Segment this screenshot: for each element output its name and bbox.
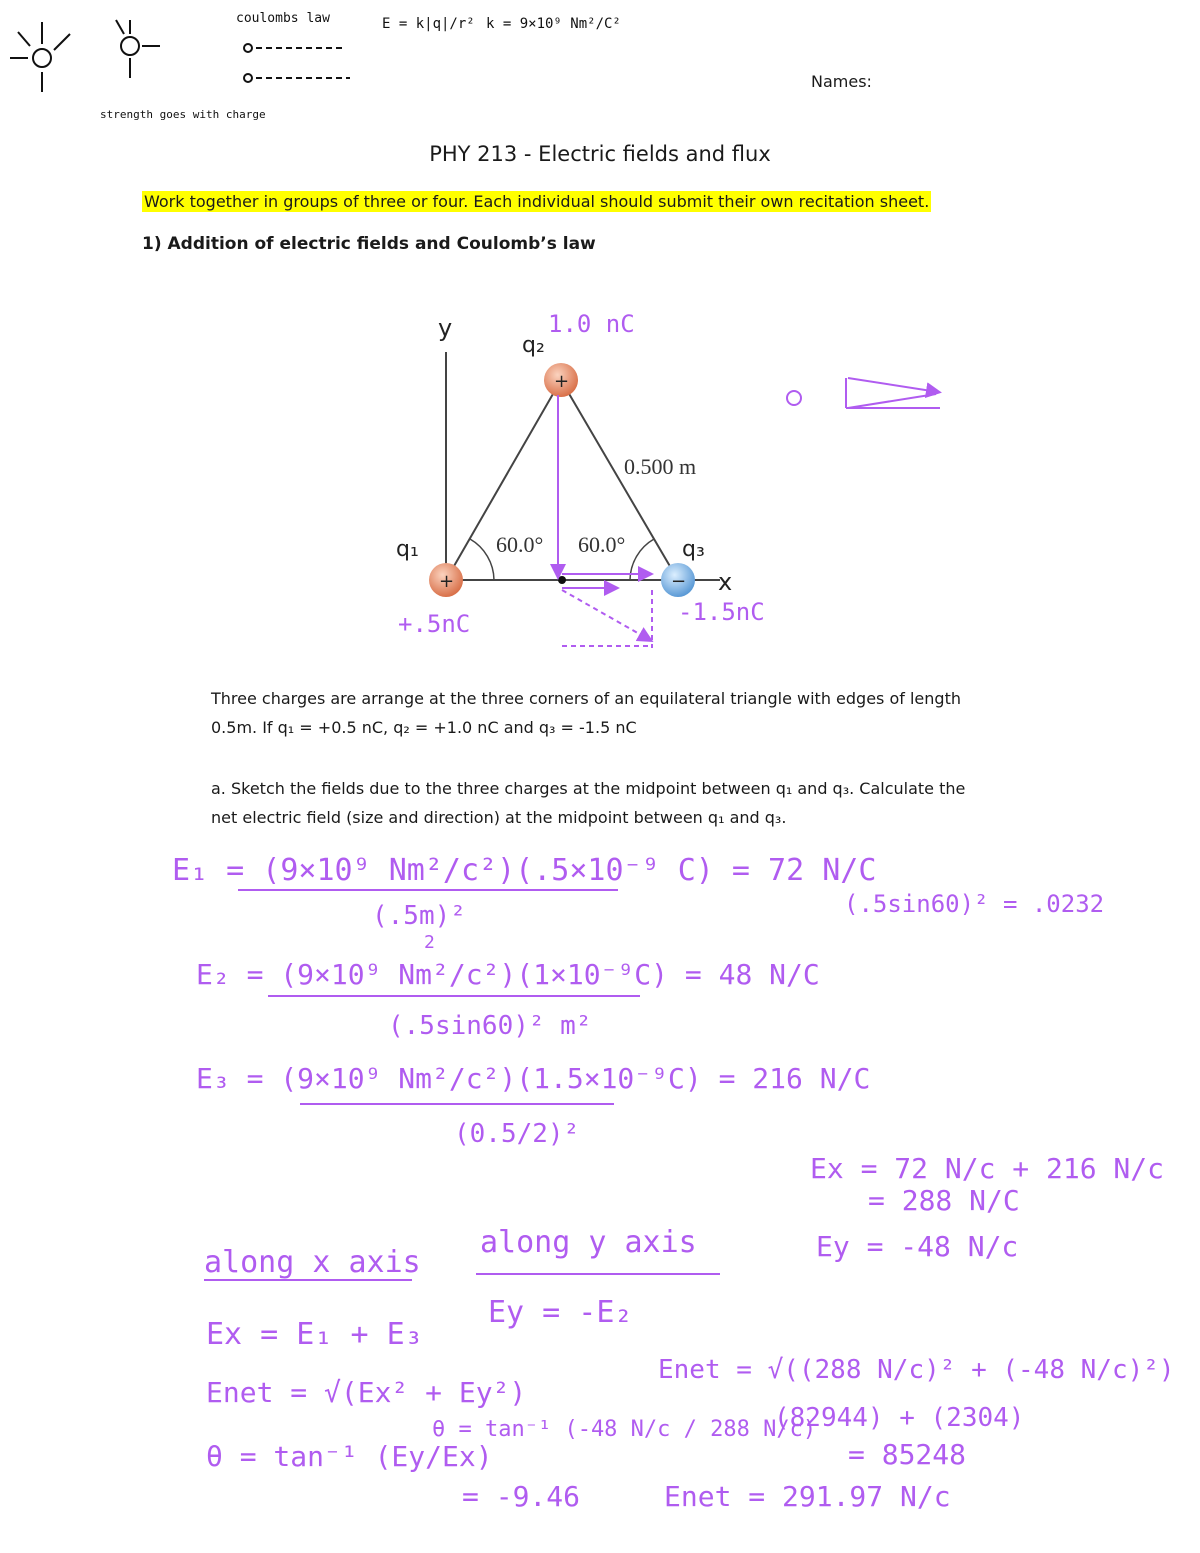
Enet-result: Enet = 291.97 N/c <box>664 1480 951 1513</box>
part-a-line-2: net electric field (size and direction) at the midpoint between q₁ and q₃. <box>211 808 787 827</box>
angle-left-label: 60.0° <box>496 532 544 557</box>
E1-denominator-2: 2 <box>424 932 435 953</box>
corner-note-k: k = 9×10⁹ Nm²/C² <box>486 16 621 32</box>
E2-equation: E₂ = (9×10⁹ Nm²/c²)(1×10⁻⁹C) = 48 N/C <box>196 958 820 991</box>
x-axis-label: x <box>718 568 733 596</box>
Enet-sum: = 85248 <box>848 1438 967 1471</box>
page-title: PHY 213 - Electric fields and flux <box>429 142 771 166</box>
midpoint-dot <box>558 576 566 584</box>
corner-note-strength: strength goes with charge <box>100 108 266 121</box>
E1-equation: E₁ = (9×10⁹ Nm²/c²)(.5×10⁻⁹ C) = 72 N/C <box>172 853 877 888</box>
charge-triangle-figure <box>396 314 732 597</box>
fig-q1-value: +.5nC <box>398 610 471 638</box>
Enet-arrow <box>562 590 650 640</box>
q1-sign: + <box>439 571 455 592</box>
q2-label: q₂ <box>522 333 545 358</box>
angle-arc-left <box>470 539 494 580</box>
Ex-sum: Ex = 72 N/c + 216 N/c <box>810 1152 1165 1185</box>
E1-denominator: (.5m)² <box>372 901 466 931</box>
handwritten-solution <box>172 853 1175 1513</box>
theta-value: = -9.46 <box>462 1480 581 1513</box>
names-label: Names: <box>811 72 872 91</box>
triangle-edges <box>446 380 678 580</box>
E2-denominator: (.5sin60)² m² <box>388 1011 592 1041</box>
corner-field-sketch <box>10 20 160 92</box>
side-calculation: (.5sin60)² = .0232 <box>844 890 1105 918</box>
Ex-definition: Ex = E₁ + E₃ <box>206 1317 423 1352</box>
angle-right-label: 60.0° <box>578 532 626 557</box>
Ey-value: Ey = -48 N/c <box>816 1230 1019 1263</box>
q2-sign: + <box>554 371 570 392</box>
instructions-highlight: Work together in groups of three or four. Each individual should submit their own recitation sheet. <box>144 192 930 211</box>
theta-calculation: θ = tan⁻¹ (-48 N/c / 288 N/c) <box>432 1417 817 1442</box>
along-y-heading: along y axis <box>480 1225 697 1260</box>
part-a-line-1: a. Sketch the fields due to the three charges at the midpoint between q₁ and q₃. Calculate the <box>211 779 966 798</box>
corner-note-coulomb: coulombs law <box>236 11 330 26</box>
figure-handwriting <box>558 395 652 648</box>
Ex-value: = 288 N/C <box>868 1184 1020 1217</box>
problem-heading: 1) Addition of electric fields and Coulomb’s law <box>142 234 596 254</box>
corner-note-formula: E = k|q|/r² <box>382 16 475 32</box>
Enet-numbers: (82944) + (2304) <box>774 1403 1025 1433</box>
problem-statement-line-1: Three charges are arrange at the three corners of an equilateral triangle with edges of length <box>211 689 961 708</box>
edge-length-label: 0.500 m <box>624 454 697 479</box>
vector-sum-sketch <box>787 378 940 408</box>
fig-q3-value: -1.5nC <box>678 598 765 626</box>
fig-q2-value: 1.0 nC <box>548 310 635 338</box>
corner-dipole-sketch <box>244 44 350 82</box>
q1-label: q₁ <box>396 537 419 562</box>
Enet-calculation: Enet = √((288 N/c)² + (-48 N/c)²) <box>658 1355 1175 1385</box>
E3-denominator: (0.5/2)² <box>454 1119 580 1149</box>
q3-sign: − <box>671 571 687 592</box>
problem-statement-line-2: 0.5m. If q₁ = +0.5 nC, q₂ = +1.0 nC and q₃ = -1.5 nC <box>211 718 637 737</box>
Ey-definition: Ey = -E₂ <box>488 1295 633 1330</box>
Enet-formula: Enet = √(Ex² + Ey²) <box>206 1376 527 1409</box>
y-axis-label: y <box>438 314 453 342</box>
along-x-heading: along x axis <box>204 1245 421 1280</box>
theta-formula: θ = tan⁻¹ (Ey/Ex) <box>206 1440 493 1473</box>
E3-equation: E₃ = (9×10⁹ Nm²/c²)(1.5×10⁻⁹C) = 216 N/C <box>196 1062 871 1095</box>
q3-label: q₃ <box>682 537 705 562</box>
